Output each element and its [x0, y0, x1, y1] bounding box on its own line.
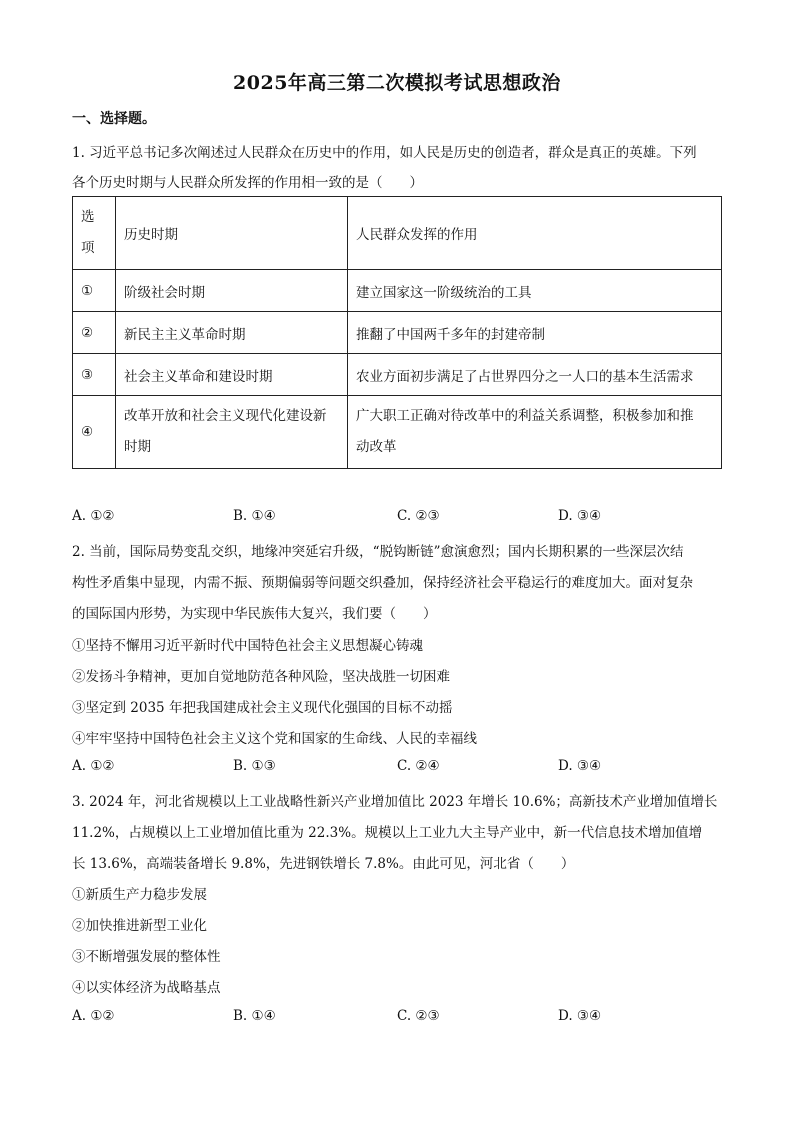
row-option: ④: [73, 396, 116, 469]
row-role: 农业方面初步满足了占世界四分之一人口的基本生活需求: [348, 354, 722, 396]
q2-option-b[interactable]: B. ①③: [233, 758, 276, 774]
q2-options: [72, 758, 724, 778]
q1-stem-line2: 各个历史时期与人民群众所发挥的作用相一致的是（ ）: [72, 175, 423, 191]
row-period-line1: 改革开放和社会主义现代化建设新: [124, 408, 327, 424]
row-role-line2: 动改革: [356, 439, 397, 455]
q3-option-d[interactable]: D. ③④: [558, 1008, 602, 1024]
row-option: ③: [73, 354, 116, 396]
row-option: ①: [73, 270, 116, 312]
q1-stem-line1: 1. 习近平总书记多次阐述过人民群众在历史中的作用，如人民是历史的创造者，群众是真正的英雄。下列: [72, 145, 697, 161]
header-option-line2: 项: [81, 240, 95, 256]
page-title: 2025年高三第二次模拟考试思想政治: [233, 72, 561, 94]
row-role-line1: 广大职工正确对待改革中的利益关系调整，积极参加和推: [356, 408, 694, 424]
table-row: [73, 312, 722, 354]
q3-stem-line1: 3. 2024 年，河北省规模以上工业战略性新兴产业增加值比 2023 年增长 10.6%；高新技术产业增加值增长: [72, 794, 718, 810]
q3-option-c[interactable]: C. ②③: [397, 1008, 440, 1024]
q2-option-d[interactable]: D. ③④: [558, 758, 602, 774]
q1-option-c[interactable]: C. ②③: [397, 508, 440, 524]
q2-item: ②发扬斗争精神，更加自觉地防范各种风险，坚决战胜一切困难: [72, 669, 450, 685]
row-period-line2: 时期: [124, 439, 151, 455]
header-period: 历史时期: [116, 197, 348, 270]
q1-option-d[interactable]: D. ③④: [558, 508, 602, 524]
row-role: [348, 396, 722, 469]
q2-option-c[interactable]: C. ②④: [397, 758, 440, 774]
q3-item: ④以实体经济为战略基点: [72, 980, 221, 996]
row-role: 建立国家这一阶级统治的工具: [348, 270, 722, 312]
q2-item: ①坚持不懈用习近平新时代中国特色社会主义思想凝心铸魂: [72, 638, 423, 654]
row-option: ②: [73, 312, 116, 354]
q3-stem-line2: 11.2%，占规模以上工业增加值比重为 22.3%。规模以上工业九大主导产业中，新一代信息技术增加值增: [72, 825, 703, 841]
q3-item: ②加快推进新型工业化: [72, 918, 207, 934]
row-period: 新民主主义革命时期: [116, 312, 348, 354]
row-period: 社会主义革命和建设时期: [116, 354, 348, 396]
q1-options: [72, 508, 724, 528]
q2-item: ③坚定到 2035 年把我国建成社会主义现代化强国的目标不动摇: [72, 700, 453, 716]
header-option-line1: 选: [81, 209, 95, 225]
header-role: 人民群众发挥的作用: [348, 197, 722, 270]
row-period: [116, 396, 348, 469]
table-header-row: [73, 197, 722, 270]
q3-option-b[interactable]: B. ①④: [233, 1008, 276, 1024]
q2-option-a[interactable]: A. ①②: [72, 758, 115, 774]
q1-table: [72, 196, 722, 469]
q3-options: [72, 1008, 724, 1028]
section-heading: 一、选择题。: [72, 111, 156, 127]
table-row: [73, 396, 722, 469]
q2-stem-line2: 构性矛盾集中显现，内需不振、预期偏弱等问题交织叠加，保持经济社会平稳运行的难度加大。面对复杂: [72, 575, 693, 591]
row-role: 推翻了中国两千多年的封建帝制: [348, 312, 722, 354]
q1-option-b[interactable]: B. ①④: [233, 508, 276, 524]
header-option: [73, 197, 116, 270]
q2-stem-line1: 2. 当前，国际局势变乱交织，地缘冲突延宕升级，“脱钩断链”愈演愈烈；国内长期积累的一些深层次结: [72, 544, 684, 560]
table-row: [73, 354, 722, 396]
q1-option-a[interactable]: A. ①②: [72, 508, 115, 524]
q3-option-a[interactable]: A. ①②: [72, 1008, 115, 1024]
q3-item: ③不断增强发展的整体性: [72, 949, 221, 965]
row-period: 阶级社会时期: [116, 270, 348, 312]
q2-stem-line3: 的国际国内形势，为实现中华民族伟大复兴，我们要（ ）: [72, 606, 437, 622]
q3-stem-line3: 长 13.6%，高端装备增长 9.8%，先进钢铁增长 7.8%。由此可见，河北省（ ）: [72, 856, 575, 872]
q2-item: ④牢牢坚持中国特色社会主义这个党和国家的生命线、人民的幸福线: [72, 731, 477, 747]
q3-item: ①新质生产力稳步发展: [72, 887, 207, 903]
table-row: [73, 270, 722, 312]
